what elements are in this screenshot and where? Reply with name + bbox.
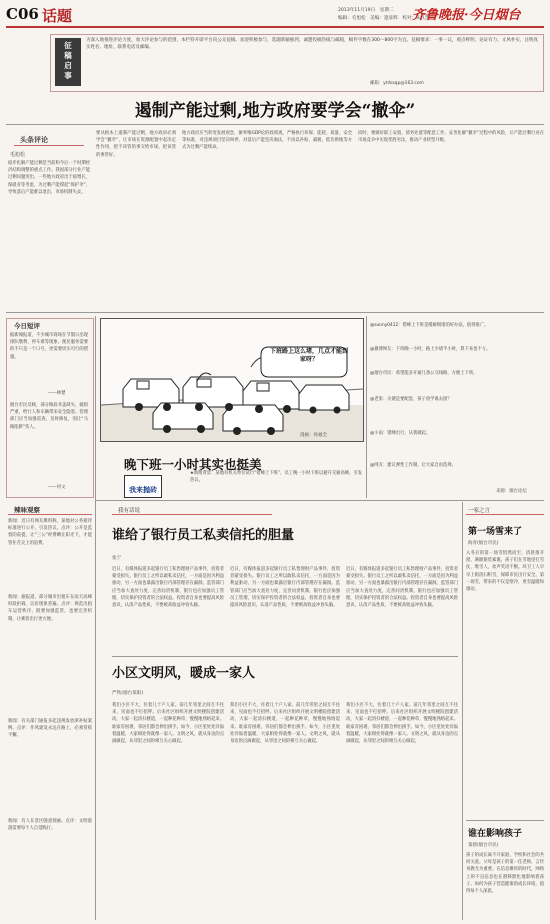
cartoon-caption: 晚下班一小时其实也挺美 [124, 457, 262, 472]
article3-title: 小区文明风，暖成一家人 [112, 666, 256, 681]
section-title: 话题 [42, 7, 73, 25]
column-head-say: 我有话说 [118, 508, 141, 514]
article3-body-b: 我们小区不大，住着几十户人家。前几年邻里之间互不往来，见面也不打招呼。后来社区组织开展文明楼院创建活动，大家一起清扫楼道，一起种花种草，慢慢地熟络起来。谁家有困难，邻居们都会伸出援手。如今，小区里处处洋溢着温暖，大家相处得就像一家人。文明之风，就从身边的点滴做起，从邻里之间的相互关心做起。 [230, 703, 340, 745]
lead-para-1: 稳步化解产能过剩是当前和今后一个时期经济结构调整的重点工作。我国部分行业产能过剩问题突出，一些地方政府出于稳增长、保就业等考虑，为过剩产能撑起“保护伞”，导致落后产能难以退出，市场机制失灵。 [8, 161, 90, 195]
cartoon-credit: 漫画：孙福全 [300, 433, 327, 438]
sms-item-1: @sunny0412：错峰上下班是缓解拥堵的好办法，值得推广。 [370, 323, 489, 328]
headline-rule [6, 124, 544, 125]
short-comment-2: 烟台市民反映，部分路段井盖缺失、破损严重，给行人和车辆带来安全隐患。管理部门应当加强巡查，及时修复，别让“马路陷阱”伤人。 [10, 403, 88, 430]
notice-email: 邮箱：ytrbxqp@163.com [370, 81, 424, 86]
column-head-opinion: 一家之言 [468, 508, 491, 514]
right-mid-rule [466, 820, 544, 821]
opinion-rule [466, 514, 544, 515]
right-author-1: 海青(烟台市民) [468, 541, 499, 546]
cartoon-blurb: ★新闻背景：某地有机关单位试行“错峰上下班”，员工晚一小时下班以避开交通高峰，引发热议。 [190, 471, 362, 484]
article2-body-b: 近日，有媒体报道多起银行员工私售理财产品事件，投资者蒙受损失。银行员工之所以敢私卖信托，一方面是因为利益驱动，另一方面也暴露出银行内部管理存在漏洞。监管部门应当加大查处力度，完善问责机制，银行也应加强员工管理，切实保护投资者的合法权益。投资者自身也要提高风险意识，认清产品性质，不要被高收益冲昏头脑。 [230, 567, 340, 609]
left-note-4: 新闻：有人在景区随意刻画。点评：文明旅游需要每个人自觉践行。 [8, 819, 92, 832]
right-title-1: 第一场雪来了 [468, 527, 523, 537]
say-rule [112, 514, 272, 515]
spicy-rule [8, 514, 92, 515]
article2-body-c: 近日，有媒体报道多起银行员工私售理财产品事件，投资者蒙受损失。银行员工之所以敢私卖信托，一方面是因为利益驱动，另一方面也暴露出银行内部管理存在漏洞。监管部门应当加大查处力度，完善问责机制，银行也应加强员工管理，切实保护投资者的合法权益。投资者自身也要提高风险意识，认清产品性质，不要被高收益冲昏头脑。 [346, 567, 458, 609]
lead-para-2: 要从根本上遏制产能过剩，地方政府必须学会“撤伞”，让市场在资源配置中起决定性作用，把不该管的事交给市场，把该管的事管好。 [96, 131, 176, 158]
lead-bottom-rule [6, 312, 544, 313]
column-head-spicy: 辣味观察 [14, 506, 40, 514]
headline: 遏制产能过剩,地方政府要学会“撤伞” [134, 101, 416, 121]
notice-text: 为深入地推进评论力度，加大评论参与的范围，本栏特开辟平台向公众征稿。欢迎积极参与，选题新颖独到，诚邀投稿热线与邮箱，稿件字数在300～800字为宜。征稿要求：一事一议，观点鲜明，论证有力，文风朴实，注明真实姓名、地址、联系电话及邮编。 [86, 38, 538, 50]
sms-item-6: @网友：建议弹性工作制，让大家自由选择。 [370, 463, 456, 468]
right-author-2: 秦晨(烟台市民) [468, 843, 499, 848]
header-rule [6, 26, 544, 28]
page-header [0, 0, 550, 26]
author-tag-text: 我来抛砖 [129, 486, 157, 494]
short-comment-1-sig: ——林楚 [48, 391, 66, 396]
article3-body-c: 我们小区不大，住着几十户人家。前几年邻里之间互不往来，见面也不打招呼。后来社区组织开展文明楼院创建活动，大家一起清扫楼道，一起种花种草，慢慢地熟络起来。谁家有困难，邻居们都会伸出援手。如今，小区里处处洋溢着温暖，大家相处得就像一家人。文明之风，就从身边的点滴做起，从邻里之间的相互关心做起。 [346, 703, 458, 745]
column-head-rule [14, 145, 84, 146]
left-note-3: 新闻：有关部门通报多起违规发放津补贴案例。点评：作风建设永远在路上，必须常抓不懈。 [8, 719, 92, 739]
sms-item-5: @小雨：错峰出行，从我做起。 [370, 431, 431, 436]
article2-author: 张宁 [112, 556, 122, 561]
short-comment-2-sig: ——何文 [48, 485, 66, 490]
article3-rule [112, 656, 458, 657]
article3-author: 严铁(烟台莱阳) [112, 691, 144, 696]
date-line: 2013年11月19日 星期二 [338, 8, 394, 13]
page-number: C06 [6, 5, 39, 23]
column-head-short: 今日短评 [14, 322, 40, 330]
right-column-divider [462, 502, 463, 920]
lead-author: 毛旭松 [10, 152, 26, 158]
right-body-2: 孩子的成长离不开家庭、学校和社会的共同关爱。父母是孩子的第一任老师，言传身教尤为重要。在信息爆炸的时代，网络上的不良信息也在潜移默化地影响着孩子。如何为孩子营造健康的成长环境，值得每个人深思。 [466, 853, 544, 895]
speech-bubble-text: 下班路上这么堵，几点才能到家呀？ [270, 348, 349, 363]
editor-line: 编辑：毛旭松 美编：逄彦辉 校对：宋凡凯 [338, 16, 430, 21]
sms-item-4: @老张：关键是要配套，孩子放学谁去接？ [370, 397, 452, 402]
author-tag [124, 475, 162, 498]
left-note-1: 新闻：近日有网友爆料称，某地对公务接待标准进行公开，引发热议。点评：公开是监督的前提，让“三公”经费晒在阳光下，才能管住舌尖上的浪费。 [8, 519, 92, 546]
sms-item-2: @微博网友：下班晚一小时，路上少堵半小时，算下来也不亏。 [370, 347, 491, 352]
lead-para-3: 地方政府应当转变发展观念，摒弃唯GDP论的政绩观，严格执行环保、能耗、质量、安全等标准，对违规项目坚决叫停，对落后产能坚决淘汰，不再以补贴、减税、低价供地等方式为过剩产能续命。 [182, 131, 352, 151]
cartoon-image [100, 318, 364, 442]
article2-title: 谁给了银行员工私卖信托的胆量 [112, 528, 295, 543]
lead-para-4: 同时，要做好职工安置、债务处置等配套工作，妥善化解“撤伞”过程中的风险，让产能过剩行业在市场竞争中实现优胜劣汰，推动产业转型升级。 [358, 131, 544, 144]
left-note-2: 新闻：据报道，部分城市出租车在雨天高峰时段拒载、议价现象普遍。点评：规范出租车运营秩序，既要加强监管，也要完善机制，让乘客出行更方便。 [8, 595, 92, 622]
article3-body-a: 我们小区不大，住着几十户人家。前几年邻里之间互不往来，见面也不打招呼。后来社区组织开展文明楼院创建活动，大家一起清扫楼道，一起种花种草，慢慢地熟络起来。谁家有困难，邻居们都会伸出援手。如今，小区里处处洋溢着温暖，大家相处得就像一家人。文明之风，就从身边的点滴做起，从邻里之间的相互关心做起。 [112, 703, 224, 745]
column-head-lead: 头条评论 [20, 136, 48, 144]
notice-tag-text: 征稿启事 [64, 41, 72, 80]
notice-tag [55, 38, 81, 86]
sms-divider [366, 316, 367, 498]
right-body-1: 入冬后的第一场雪悄然而至，清晨推开窗，满眼银装素裹。孩子们在雪地里打雪仗、堆雪人，欢声笑语不断。环卫工人早早上街清扫积雪，保障市民出行安全。第一场雪，带来的不仅是寒冷，更有温暖和感动。 [466, 551, 544, 593]
traffic-jam-cartoon-icon [101, 319, 363, 441]
article2-body-a: 近日，有媒体报道多起银行员工私售理财产品事件，投资者蒙受损失。银行员工之所以敢私卖信托，一方面是因为利益驱动，另一方面也暴露出银行内部管理存在漏洞。监管部门应当加大查处力度，完善问责机制，银行也应加强员工管理，切实保护投资者的合法权益。投资者自身也要提高风险意识，认清产品性质，不要被高收益冲昏头脑。 [112, 567, 224, 609]
sms-source: 来源：烟台论坛 [496, 489, 527, 494]
paper-name: 齐鲁晚报·今日烟台 [412, 8, 521, 23]
right-title-2: 谁在影响孩子 [468, 829, 523, 839]
left-column-divider [95, 316, 96, 920]
mid-rule [96, 500, 544, 501]
short-comment-1: 据新闻报道，不少城市商场在节假日出现排队缴费、停车难等现象。便民服务需要的不只是一个口号，更需要切实可行的措施。 [10, 333, 88, 360]
sms-item-3: @烟台市民：希望能多开通几条公交线路，方便上下班。 [370, 371, 478, 376]
